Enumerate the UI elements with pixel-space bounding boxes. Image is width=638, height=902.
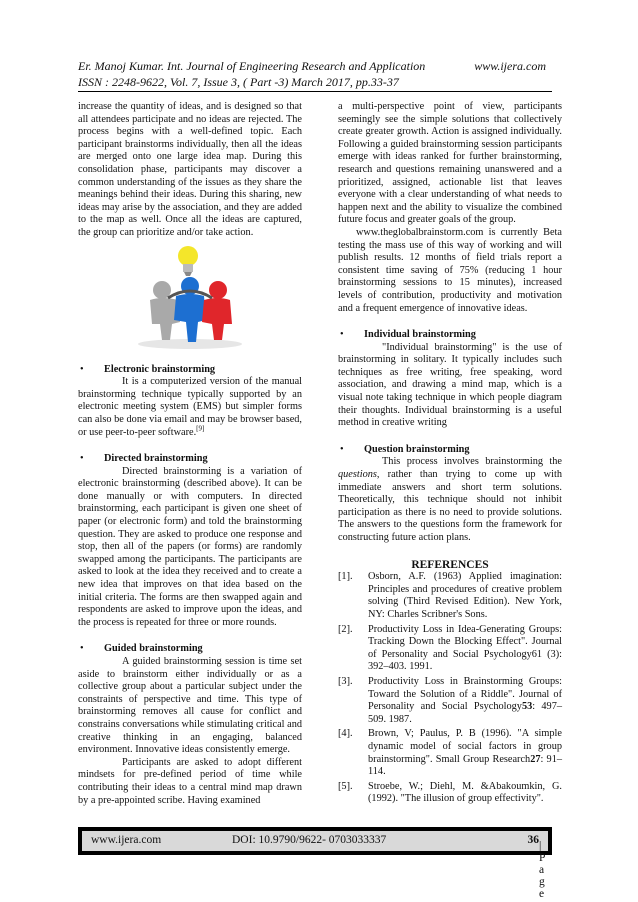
issn-line: ISSN : 2248-9622, Vol. 7, Issue 3, ( Part -3) March 2017, pp.33-37	[78, 75, 399, 89]
brainstorm-figures-illustration	[128, 244, 252, 352]
header-site: www.ijera.com	[474, 59, 546, 73]
directed-paragraph: Directed brainstorming is a variation of electronic brainstorming (described above). It can be done manually or with computers. In directed brainstorming, each participant is given one sheet of paper (or electronic form) and told the brainstorming question. They are asked to produce one response and stop, then all of the papers (or forms) are randomly swapped among the participants. The participants are asked to look at the idea they received and to create a new idea that improves on that idea based on the initial criteria. The forms are then swapped again and respondents are asked to improve upon the ideas, and the process is repeated for three or more rounds.	[78, 465, 302, 628]
reference-number: [5].	[338, 780, 353, 792]
reference-text: Productivity Loss in Idea-Generating Groups: Tracking Down the Blocking Effect". Journal of Personality and Social Psychology61 (3): 392–403. 1991.	[368, 623, 562, 673]
reference-text-pre: Productivity Loss in Brainstorming Groups: Toward the Solution of a Riddle". Journal of Personality and Social Psychology	[368, 675, 562, 713]
lightbulb-icon	[178, 246, 198, 266]
guided-paragraph-2: Participants are asked to adopt different mindsets for pre-defined period of time while contributing their ideas to a central mind map drawn by a pre-appointed scribe. Having examined	[78, 756, 302, 806]
question-text-emphasis: questions	[338, 469, 377, 481]
intro-paragraph: increase the quantity of ideas, and is designed so that all attendees participate and no ideas are rejected. The process begins with a well-defined topic. Each participant brainstorms individually, then all the ideas are merged onto one large idea map. During this consolidation phase, participants may discover a common understanding of the issues as they share the meanings behind their ideas. During this sharing, new ideas may arise by the association, and they are added to the map as well. Once all the ideas are captured, the group can prioritize and/or take action.	[78, 101, 302, 238]
footer-doi: DOI: 10.9790/9622- 0703033337	[232, 834, 387, 846]
individual-paragraph: "Individual brainstorming" is the use of brainstorming in solitary. It typically includes such techniques as free writing, free speaking, word association, and drawing a mind map, which is a visual note taking technique in which people diagram their thoughts. Individual brainstorming is a useful method in creative writing	[338, 341, 562, 429]
reference-text	[368, 728, 562, 778]
reference-item-4	[338, 728, 562, 778]
header-rule	[78, 91, 552, 92]
electronic-text: It is a computerized version of the manual brainstorming technique typically supported by an electronic meeting system (EMS) but simpler forms can also be done via email and may be browser based, or use peer-to-peer software.	[78, 376, 302, 438]
guided-continuation-paragraph: a multi-perspective point of view, participants seemingly see the simple solutions that collectively create greater growth. Action is assigned individually. Following a guided brainstorming session participants emerge with ideas ranked for further brainstorming, research and questions remaining unanswered and a prioritized, assigned, actionable list that leaves everyone with a clear understanding of what needs to happen next and the ability to visualize the combined future focus and greater goals of the group.	[338, 101, 562, 226]
section-heading-individual: • Individual brainstorming	[338, 329, 562, 342]
reference-number: [4].	[338, 728, 353, 740]
reference-item-3	[338, 676, 562, 726]
reference-text: Stroebe, W.; Diehl, M. &Abakoumkin, G. (1992). "The illusion of group effectivity".	[368, 780, 562, 805]
guided-paragraph-1: A guided brainstorming session is time set aside to brainstorm either individually or as a collective group about a particular subject under the constraints of perspective and time. This type of brainstorming removes all cause for conflict and constrains conversations while stimulating critical and creative thinking in an engaging, balanced environment. Innovative ideas consistently emerge.	[78, 656, 302, 756]
page-number: 36	[527, 834, 539, 846]
journal-citation-line: Er. Manoj Kumar. Int. Journal of Engineering Research and Application	[78, 59, 426, 73]
reference-number: [1].	[338, 571, 353, 583]
reference-item-5	[338, 781, 562, 806]
question-paragraph	[338, 456, 562, 544]
beta-paragraph: www.theglobalbrainstorm.com is currently Beta testing the mass use of this way of working and will publish results. 12 months of field trials report a consistent time saving of 75% (reducing 1 hour brainstorming sessions to 15 minutes), increased levels of contribution, productivity and motivation and a frequent emergence of innovative ideas.	[338, 226, 562, 314]
question-text-post: , rather than trying to come up with immediate answers and short term solutions. Theoretically, this technique should not inhibit participation as there is no need to provide solutions. The answers to the questions form the framework for constructing future action plans.	[338, 469, 562, 543]
reference-item-1	[338, 571, 562, 621]
question-text-pre: This process involves brainstorming the	[382, 456, 562, 468]
page-footer	[78, 827, 552, 900]
reference-volume: 27	[530, 753, 541, 765]
section-heading-question: • Question brainstorming	[338, 444, 562, 457]
electronic-paragraph	[78, 376, 302, 439]
reference-text-post: : 91–114.	[368, 753, 562, 778]
page-label: | P a g e	[539, 840, 545, 900]
reference-item-2	[338, 624, 562, 674]
footer-site: www.ijera.com	[91, 834, 162, 846]
footer-page-number	[527, 834, 545, 900]
reference-volume: 53	[521, 701, 533, 713]
references-heading: REFERENCES	[411, 558, 489, 571]
citation-9: [9]	[196, 424, 205, 433]
reference-number: [3].	[338, 675, 353, 687]
section-heading-directed: • Directed brainstorming	[78, 453, 302, 466]
reference-text-pre: Brown, V; Paulus, P. B (1996). "A simple dynamic model of social factors in group brainstorming". Small Group Research	[368, 728, 562, 765]
section-heading-guided: • Guided brainstorming	[78, 643, 302, 656]
right-column	[338, 101, 562, 808]
reference-text: Osborn, A.F. (1963) Applied imagination: Principles and procedures of creative problem solving (Third Revised Edition). New York, NY: Charles Scribner's Sons.	[368, 571, 562, 620]
reference-text-post: : 497–509. 1987.	[368, 701, 563, 725]
reference-text	[368, 676, 562, 726]
reference-number: [2].	[338, 623, 353, 635]
left-column	[78, 101, 302, 807]
running-header	[78, 58, 552, 90]
section-heading-electronic: • Electronic brainstorming	[78, 364, 302, 377]
